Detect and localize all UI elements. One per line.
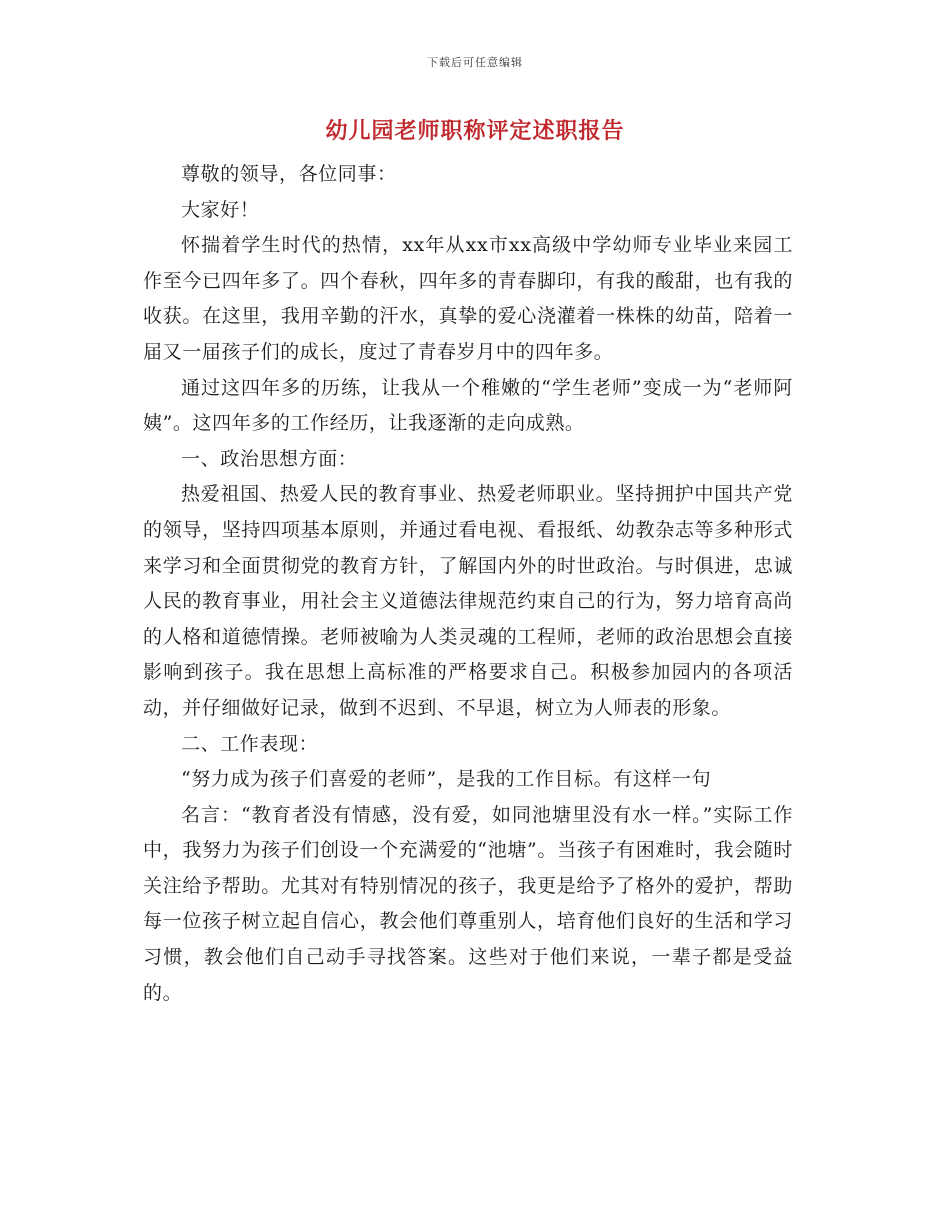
paragraph-politics: 热爱祖国、热爱人民的教育事业、热爱老师职业。坚持拥护中国共产党的领导，坚持四项基本原则，并通过看电视、看报纸、幼教杂志等多种形式来学习和全面贯彻党的教育方针，了解国内外的时世政治。与时俱进，忠诚人民的教育事业，用社会主义道德法律规范约束自己的行为，努力培育高尚的人格和道德情操。老师被喻为人类灵魂的工程师，老师的政治思想会直接影响到孩子。我在思想上高标准的严格要求自己。积极参加园内的各项活动，并仔细做好记录，做到不迟到、不早退，树立为人师表的形象。: [143, 483, 793, 719]
paragraph-greeting: 大家好！: [181, 198, 260, 221]
section-heading-work: 二、工作表现：: [181, 732, 319, 755]
paragraph-work-detail: 名言：“教育者没有情感，没有爱，如同池塘里没有水一样。”实际工作中，我努力为孩子们创设一个充满爱的“池塘”。当孩子有困难时，我会随时关注给予帮助。尤其对有特别情况的孩子，我更是给予了格外的爱护，帮助每一位孩子树立起自信心，教会他们尊重别人，培育他们良好的生活和学习习惯，教会他们自己动手寻找答案。这些对于他们来说，一辈子都是受益的。: [143, 803, 793, 1004]
document-title: 幼儿园老师职称评定述职报告: [325, 118, 625, 144]
paragraph-intro: 怀揣着学生时代的热情，xx年从xx市xx高级中学幼师专业毕业来园工作至今已四年多了。四个春秋，四年多的青春脚印，有我的酸甜，也有我的收获。在这里，我用辛勤的汗水，真挚的爱心浇灌着一株株的幼苗，陪着一届又一届孩子们的成长，度过了青春岁月中的四年多。: [143, 234, 793, 363]
section-heading-politics: 一、政治思想方面：: [181, 447, 358, 470]
document-body: [143, 157, 793, 1011]
paragraph-salutation: 尊敬的领导，各位同事：: [181, 163, 397, 185]
header-note: 下载后可任意编辑: [427, 56, 523, 69]
paragraph-work-goal: “努力成为孩子们喜爱的老师”，是我的工作目标。有这样一句: [181, 768, 712, 791]
paragraph-growth: 通过这四年多的历练，让我从一个稚嫩的“学生老师”变成一为“老师阿姨”。这四年多的工作经历，让我逐渐的走向成熟。: [143, 376, 793, 435]
